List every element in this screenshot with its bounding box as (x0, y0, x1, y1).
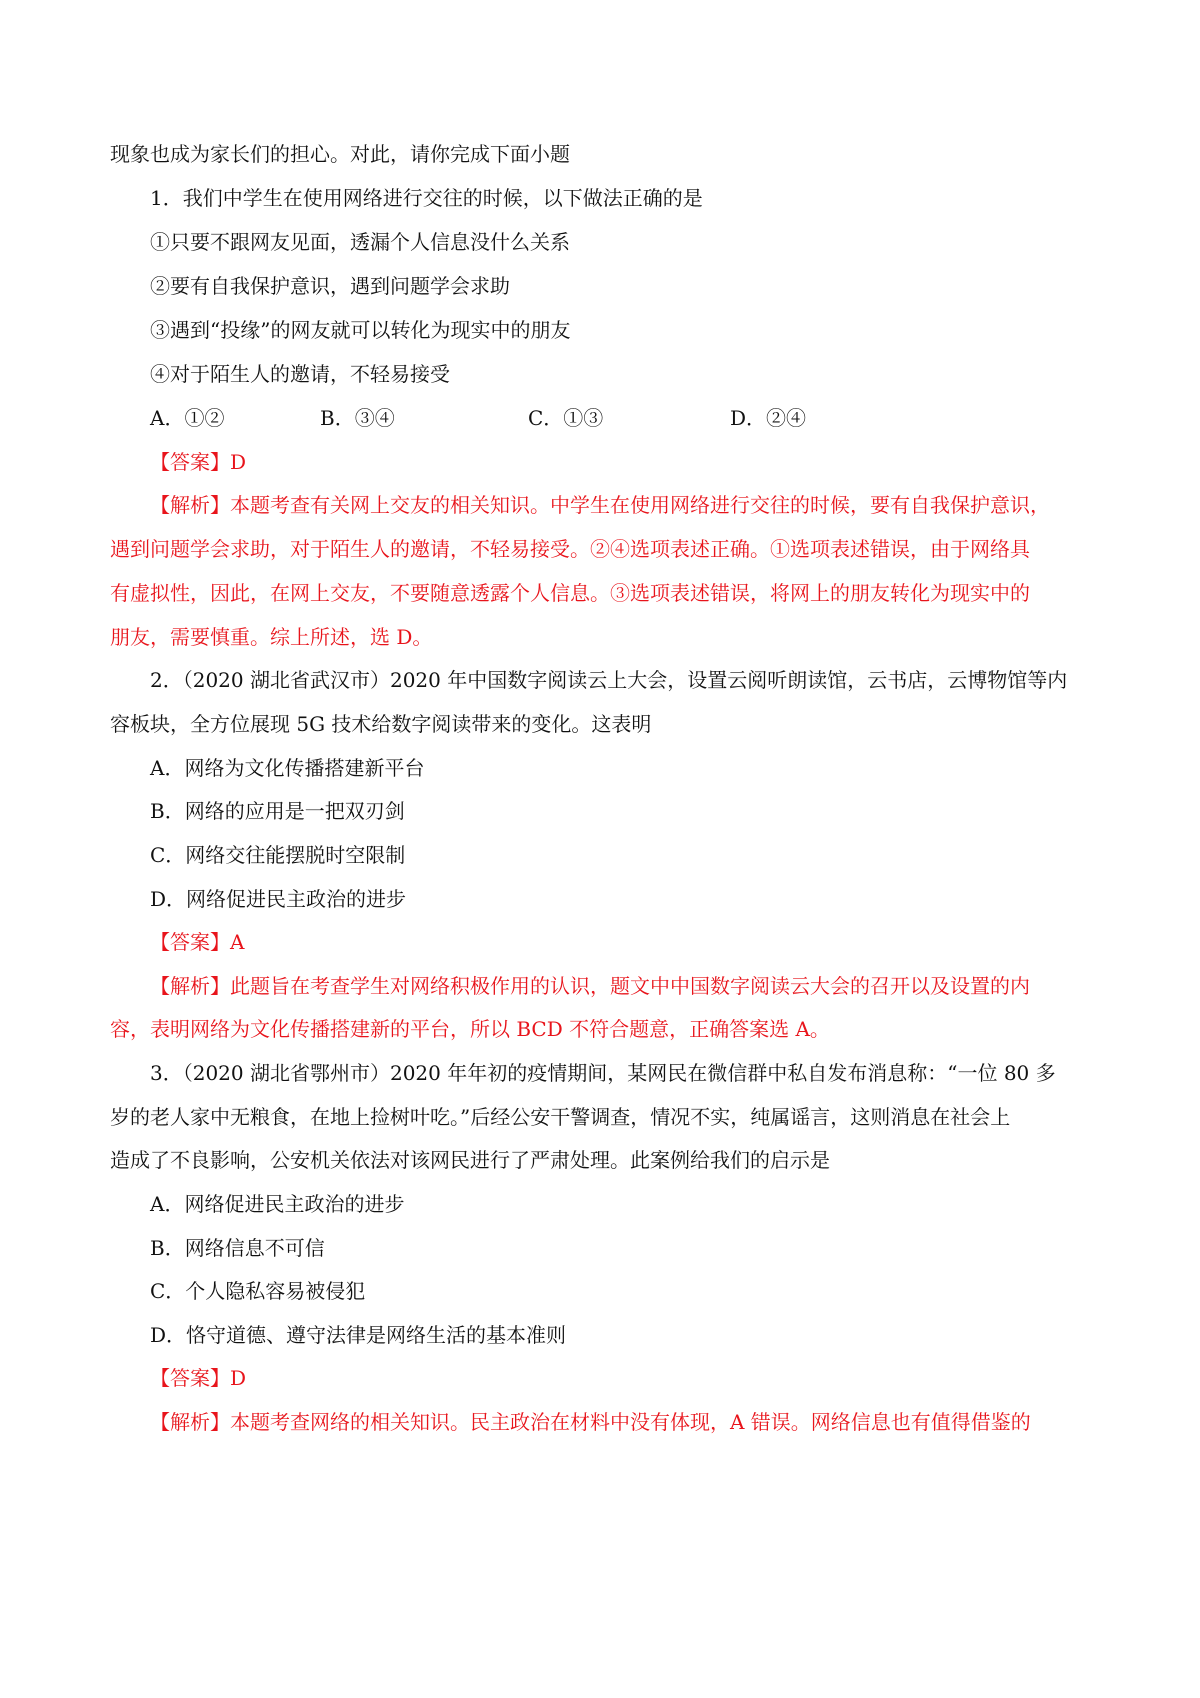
q3-option-b: B．网络信息不可信 (150, 1236, 325, 1260)
q3-option-d: D．恪守道德、遵守法律是网络生活的基本准则 (150, 1323, 567, 1347)
q1-statement-1: ①只要不跟网友见面，透漏个人信息没什么关系 (150, 230, 570, 254)
q3-analysis-line-1: 【解析】本题考查网络的相关知识。民主政治在材料中没有体现，A 错误。网络信息也有值得借鉴的 (150, 1410, 1031, 1434)
q2-stem-line-1: 2．（2020 湖北省武汉市）2020 年中国数字阅读云上大会，设置云阅听朗读馆，云书店，云博物馆等内 (150, 668, 1068, 692)
q3-stem-line-2: 岁的老人家中无粮食，在地上捡树叶吃。”后经公安干警调查，情况不实，纯属谣言，这则消息在社会上 (110, 1105, 1011, 1129)
q1-analysis-line-1: 【解析】本题考查有关网上交友的相关知识。中学生在使用网络进行交往的时候，要有自我保护意识， (150, 493, 1050, 517)
q2-option-c: C．网络交往能摆脱时空限制 (150, 843, 406, 867)
q2-option-b: B．网络的应用是一把双刃剑 (150, 799, 405, 823)
q2-option-a: A．网络为文化传播搭建新平台 (150, 756, 425, 780)
q1-statement-2: ②要有自我保护意识，遇到问题学会求助 (150, 274, 510, 298)
q1-option-b: B．③④ (320, 406, 395, 430)
q1-analysis-line-2: 遇到问题学会求助，对于陌生人的邀请，不轻易接受。②④选项表述正确。①选项表述错误，由于网络具 (110, 537, 1030, 561)
q3-option-c: C．个人隐私容易被侵犯 (150, 1279, 366, 1303)
q2-analysis-line-2: 容，表明网络为文化传播搭建新的平台，所以 BCD 不符合题意，正确答案选 A。 (110, 1017, 830, 1041)
q2-option-d: D．网络促进民主政治的进步 (150, 887, 407, 911)
q2-stem-line-2: 容板块，全方位展现 5G 技术给数字阅读带来的变化。这表明 (110, 712, 652, 736)
q1-answer: 【答案】D (150, 450, 247, 474)
q1-analysis-line-4: 朋友，需要慎重。综上所述，选 D。 (110, 625, 433, 649)
q3-stem-line-1: 3．（2020 湖北省鄂州市）2020 年年初的疫情期间，某网民在微信群中私自发布消息称：“一位 80 多 (150, 1061, 1056, 1085)
q1-stem: 1．我们中学生在使用网络进行交往的时候，以下做法正确的是 (150, 186, 703, 210)
intro-text: 现象也成为家长们的担心。对此，请你完成下面小题 (110, 142, 570, 166)
q1-options (150, 404, 1100, 432)
q1-statement-4: ④对于陌生人的邀请，不轻易接受 (150, 362, 450, 386)
q1-option-d: D．②④ (730, 406, 807, 430)
q1-option-c: C．①③ (528, 406, 604, 430)
q3-stem-line-3: 造成了不良影响，公安机关依法对该网民进行了严肃处理。此案例给我们的启示是 (110, 1148, 830, 1172)
q2-answer: 【答案】A (150, 930, 245, 954)
q1-analysis-line-3: 有虚拟性，因此，在网上交友，不要随意透露个人信息。③选项表述错误，将网上的朋友转化为现实中的 (110, 581, 1030, 605)
q1-statement-3: ③遇到“投缘”的网友就可以转化为现实中的朋友 (150, 318, 571, 342)
q3-answer: 【答案】D (150, 1366, 247, 1390)
q3-option-a: A．网络促进民主政治的进步 (150, 1192, 405, 1216)
q1-option-a: A．①② (150, 406, 225, 430)
q2-analysis-line-1: 【解析】此题旨在考查学生对网络积极作用的认识，题文中中国数字阅读云大会的召开以及设置的内 (150, 974, 1030, 998)
